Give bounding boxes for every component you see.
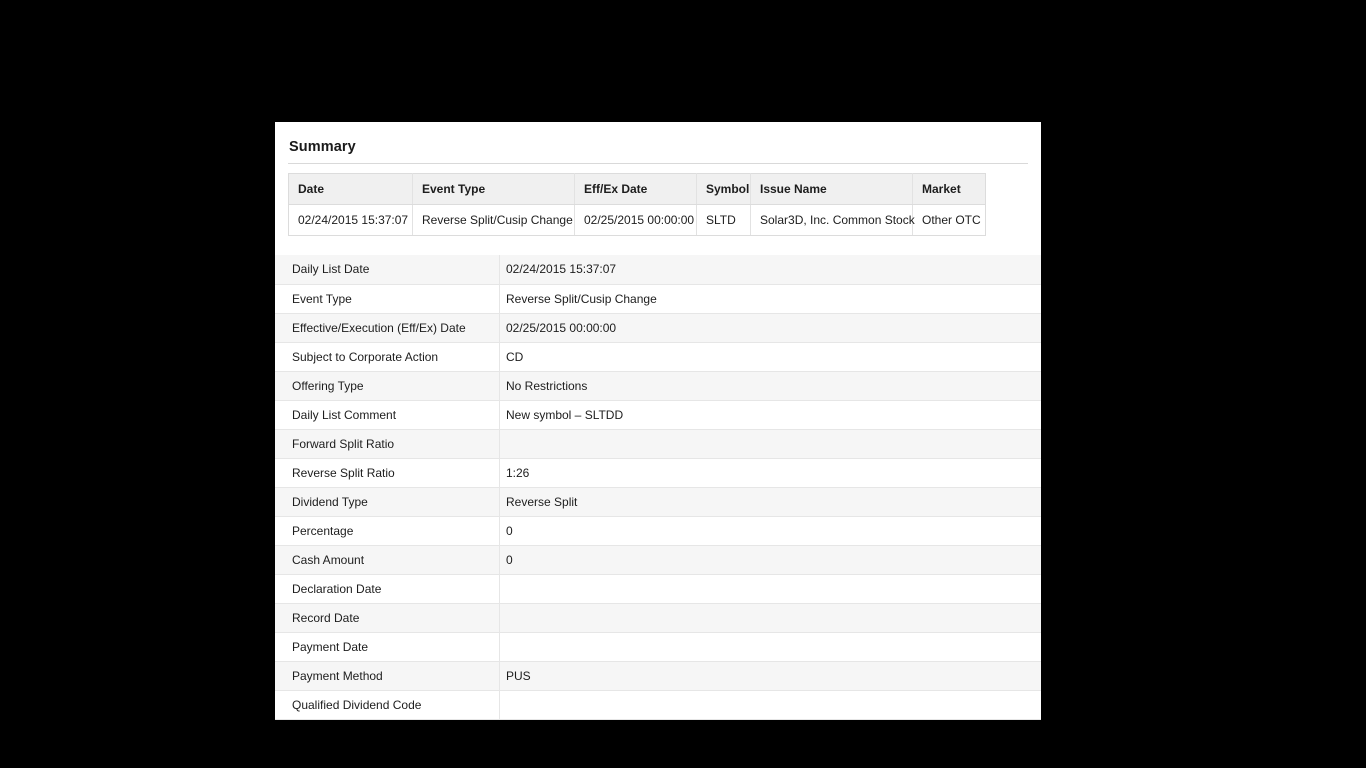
detail-value: Reverse Split/Cusip Change xyxy=(500,284,1042,313)
detail-value: Reverse Split xyxy=(500,487,1042,516)
detail-label: Subject to Corporate Action xyxy=(275,342,500,371)
summary-table-header-row xyxy=(289,174,986,205)
detail-value: No Restrictions xyxy=(500,371,1042,400)
detail-label: Payment Method xyxy=(275,661,500,690)
summary-panel xyxy=(275,122,1041,712)
detail-value: 1:26 xyxy=(500,458,1042,487)
cell-market: Other OTC xyxy=(913,205,986,236)
detail-label: Reverse Split Ratio xyxy=(275,458,500,487)
detail-value: CD xyxy=(500,342,1042,371)
list-item xyxy=(275,516,1041,545)
list-item xyxy=(275,458,1041,487)
summary-table xyxy=(288,173,986,236)
detail-value: 0 xyxy=(500,545,1042,574)
cell-event-type: Reverse Split/Cusip Change xyxy=(413,205,575,236)
detail-value xyxy=(500,603,1042,632)
detail-label: Daily List Date xyxy=(275,255,500,284)
detail-list xyxy=(275,255,1041,720)
detail-label: Event Type xyxy=(275,284,500,313)
cell-eff-ex-date: 02/25/2015 00:00:00 xyxy=(575,205,697,236)
list-item xyxy=(275,574,1041,603)
list-item xyxy=(275,255,1041,284)
detail-value xyxy=(500,690,1042,719)
list-item xyxy=(275,690,1041,719)
cell-symbol: SLTD xyxy=(697,205,751,236)
detail-label: Effective/Execution (Eff/Ex) Date xyxy=(275,313,500,342)
list-item xyxy=(275,313,1041,342)
detail-value xyxy=(500,429,1042,458)
list-item xyxy=(275,545,1041,574)
detail-label: Daily List Comment xyxy=(275,400,500,429)
table-row[interactable] xyxy=(289,205,986,236)
detail-label: Offering Type xyxy=(275,371,500,400)
list-item xyxy=(275,429,1041,458)
column-header-date[interactable]: Date xyxy=(289,174,413,205)
page-title: Summary xyxy=(289,139,356,155)
detail-value xyxy=(500,574,1042,603)
column-header-market[interactable]: Market xyxy=(913,174,986,205)
column-header-issue-name[interactable]: Issue Name xyxy=(751,174,913,205)
detail-label: Record Date xyxy=(275,603,500,632)
list-item xyxy=(275,661,1041,690)
detail-label: Cash Amount xyxy=(275,545,500,574)
detail-value: 02/24/2015 15:37:07 xyxy=(500,255,1042,284)
title-divider xyxy=(288,163,1028,164)
list-item xyxy=(275,342,1041,371)
detail-value xyxy=(500,632,1042,661)
detail-label: Declaration Date xyxy=(275,574,500,603)
detail-label: Payment Date xyxy=(275,632,500,661)
detail-label: Qualified Dividend Code xyxy=(275,690,500,719)
cell-issue-name: Solar3D, Inc. Common Stock xyxy=(751,205,913,236)
list-item xyxy=(275,284,1041,313)
column-header-eff-ex-date[interactable]: Eff/Ex Date xyxy=(575,174,697,205)
detail-label: Percentage xyxy=(275,516,500,545)
list-item xyxy=(275,603,1041,632)
detail-value: PUS xyxy=(500,661,1042,690)
cell-date: 02/24/2015 15:37:07 xyxy=(289,205,413,236)
column-header-event-type[interactable]: Event Type xyxy=(413,174,575,205)
detail-value: 0 xyxy=(500,516,1042,545)
list-item xyxy=(275,632,1041,661)
list-item xyxy=(275,487,1041,516)
detail-value: 02/25/2015 00:00:00 xyxy=(500,313,1042,342)
detail-label: Dividend Type xyxy=(275,487,500,516)
detail-label: Forward Split Ratio xyxy=(275,429,500,458)
list-item xyxy=(275,371,1041,400)
column-header-symbol[interactable]: Symbol xyxy=(697,174,751,205)
detail-value: New symbol – SLTDD xyxy=(500,400,1042,429)
list-item xyxy=(275,400,1041,429)
